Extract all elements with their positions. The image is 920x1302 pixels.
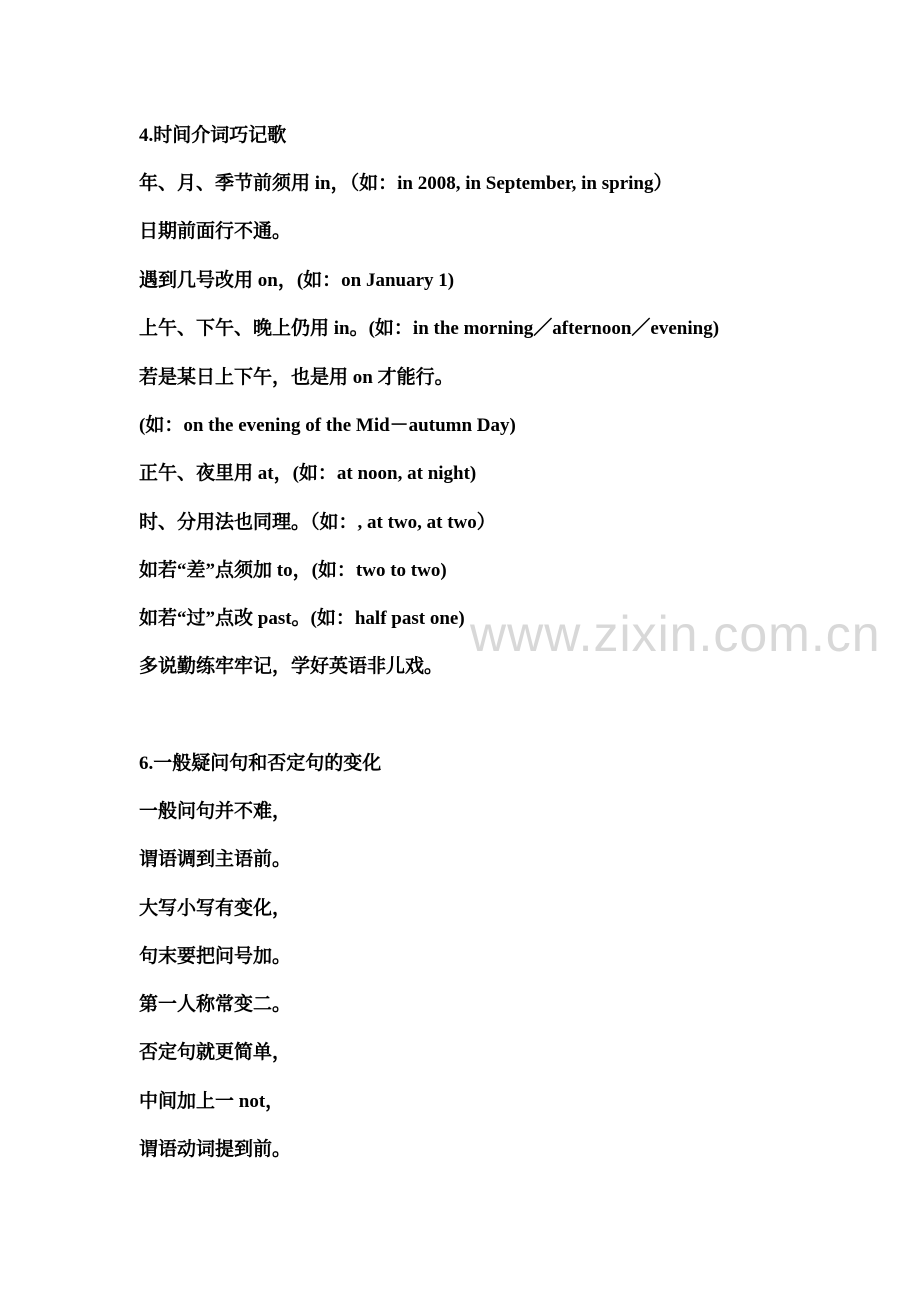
watermark: www.zixin.com.cn [470, 606, 881, 662]
text-line: 日期前面行不通。 [139, 221, 292, 242]
section-heading-time-prepositions: 4.时间介词巧记歌 [139, 125, 287, 146]
text-line: 第一人称常变二。 [139, 994, 292, 1015]
text-line: 如若“过”点改 past。(如：half past one) [139, 608, 465, 629]
section-heading-questions-negatives: 6.一般疑问句和否定句的变化 [139, 753, 382, 774]
text-line: 正午、夜里用 at，(如：at noon, at night) [139, 463, 477, 484]
text-line: 谓语调到主语前。 [139, 849, 292, 870]
text-line: 多说勤练牢牢记，学好英语非儿戏。 [139, 656, 444, 677]
text-line: 大写小写有变化， [139, 898, 292, 919]
text-line: 遇到几号改用 on，(如：on January 1) [139, 270, 455, 291]
text-line: 年、月、季节前须用 in，（如：in 2008, in September, in spring） [139, 173, 673, 194]
text-line: 若是某日上下午，也是用 on 才能行。 [139, 367, 454, 388]
text-line: 中间加上一 not， [139, 1091, 285, 1112]
text-line: 一般问句并不难， [139, 801, 292, 822]
text-line: 否定句就更简单， [139, 1042, 292, 1063]
text-line: 谓语动词提到前。 [139, 1139, 292, 1160]
text-line: 如若“差”点须加 to，(如：two to two) [139, 560, 447, 581]
text-line: 上午、下午、晚上仍用 in。(如：in the morning／afternoon／evening) [139, 318, 720, 339]
text-line: 句末要把问号加。 [139, 946, 292, 967]
text-line: (如：on the evening of the Mid－autumn Day) [139, 415, 516, 436]
text-line: 时、分用法也同理。（如：, at two, at two） [139, 512, 496, 533]
